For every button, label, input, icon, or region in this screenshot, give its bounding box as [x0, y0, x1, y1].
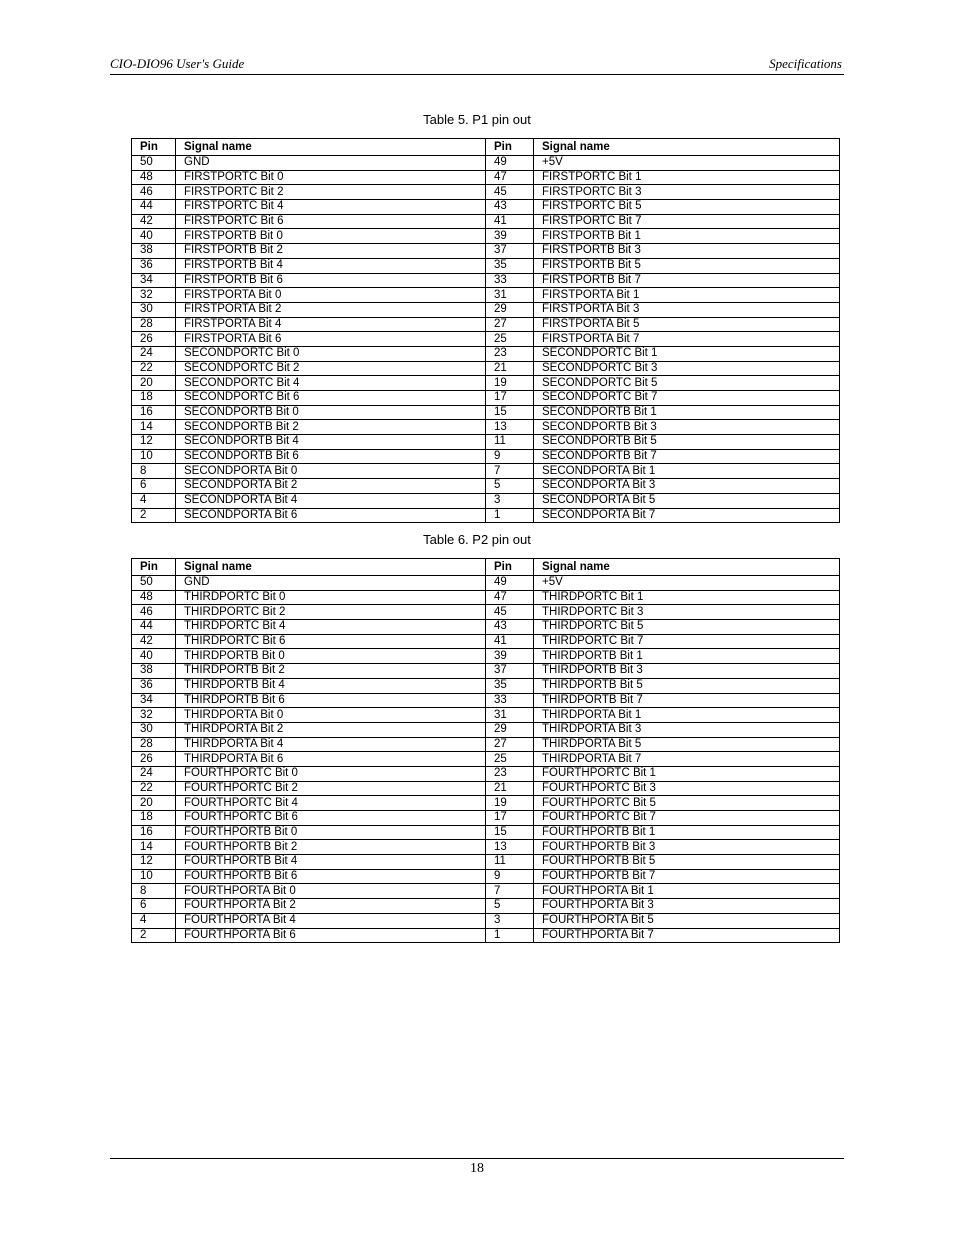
signal-name-cell: THIRDPORTA Bit 2	[176, 722, 486, 737]
pin-number-cell: 17	[486, 811, 534, 826]
pin-number-cell: 28	[132, 317, 176, 332]
table-row	[132, 391, 840, 406]
signal-name-cell: SECONDPORTA Bit 0	[176, 464, 486, 479]
column-header: Signal name	[176, 139, 486, 156]
table-header-row	[132, 139, 840, 156]
pin-number-cell: 1	[486, 928, 534, 943]
table-row	[132, 825, 840, 840]
pin-number-cell: 40	[132, 229, 176, 244]
signal-name-cell: THIRDPORTC Bit 4	[176, 620, 486, 635]
pin-number-cell: 25	[486, 332, 534, 347]
pin-number-cell: 24	[132, 346, 176, 361]
pin-number-cell: 22	[132, 361, 176, 376]
table-row	[132, 752, 840, 767]
table-row	[132, 435, 840, 450]
pin-number-cell: 30	[132, 302, 176, 317]
pin-number-cell: 48	[132, 170, 176, 185]
signal-name-cell: SECONDPORTA Bit 7	[534, 508, 840, 523]
pin-number-cell: 29	[486, 722, 534, 737]
pin-number-cell: 4	[132, 913, 176, 928]
table-header-row	[132, 559, 840, 576]
signal-name-cell: THIRDPORTA Bit 5	[534, 737, 840, 752]
table-row	[132, 288, 840, 303]
pin-number-cell: 9	[486, 449, 534, 464]
pin-number-cell: 13	[486, 840, 534, 855]
pin-number-cell: 10	[132, 449, 176, 464]
table-row	[132, 913, 840, 928]
signal-name-cell: FOURTHPORTA Bit 1	[534, 884, 840, 899]
signal-name-cell: FIRSTPORTB Bit 1	[534, 229, 840, 244]
pin-number-cell: 45	[486, 605, 534, 620]
pin-number-cell: 24	[132, 766, 176, 781]
signal-name-cell: FOURTHPORTA Bit 7	[534, 928, 840, 943]
signal-name-cell: FOURTHPORTB Bit 6	[176, 869, 486, 884]
pin-number-cell: 39	[486, 229, 534, 244]
table-row	[132, 346, 840, 361]
pin-number-cell: 34	[132, 693, 176, 708]
signal-name-cell: FIRSTPORTB Bit 5	[534, 258, 840, 273]
signal-name-cell: SECONDPORTC Bit 1	[534, 346, 840, 361]
signal-name-cell: SECONDPORTA Bit 3	[534, 479, 840, 494]
pin-number-cell: 36	[132, 678, 176, 693]
signal-name-cell: SECONDPORTC Bit 0	[176, 346, 486, 361]
signal-name-cell: FIRSTPORTA Bit 7	[534, 332, 840, 347]
signal-name-cell: THIRDPORTA Bit 0	[176, 708, 486, 723]
pin-number-cell: 50	[132, 156, 176, 171]
pin-number-cell: 6	[132, 899, 176, 914]
pin-number-cell: 3	[486, 913, 534, 928]
pin-number-cell: 5	[486, 899, 534, 914]
table-row	[132, 722, 840, 737]
signal-name-cell: GND	[176, 156, 486, 171]
pin-number-cell: 16	[132, 825, 176, 840]
signal-name-cell: SECONDPORTA Bit 6	[176, 508, 486, 523]
signal-name-cell: FIRSTPORTA Bit 3	[534, 302, 840, 317]
signal-name-cell: FIRSTPORTB Bit 4	[176, 258, 486, 273]
pin-number-cell: 42	[132, 634, 176, 649]
table-row	[132, 620, 840, 635]
pin-number-cell: 23	[486, 346, 534, 361]
signal-name-cell: FOURTHPORTB Bit 1	[534, 825, 840, 840]
column-header: Signal name	[534, 559, 840, 576]
table-row	[132, 493, 840, 508]
pin-number-cell: 43	[486, 620, 534, 635]
signal-name-cell: THIRDPORTB Bit 4	[176, 678, 486, 693]
signal-name-cell: THIRDPORTA Bit 1	[534, 708, 840, 723]
pin-number-cell: 35	[486, 258, 534, 273]
signal-name-cell: FIRSTPORTA Bit 0	[176, 288, 486, 303]
pin-number-cell: 10	[132, 869, 176, 884]
signal-name-cell: SECONDPORTB Bit 5	[534, 435, 840, 450]
table-row	[132, 229, 840, 244]
pin-number-cell: 18	[132, 391, 176, 406]
signal-name-cell: FOURTHPORTC Bit 5	[534, 796, 840, 811]
signal-name-cell: FOURTHPORTC Bit 7	[534, 811, 840, 826]
signal-name-cell: SECONDPORTB Bit 6	[176, 449, 486, 464]
pin-number-cell: 34	[132, 273, 176, 288]
pin-number-cell: 22	[132, 781, 176, 796]
signal-name-cell: FIRSTPORTB Bit 7	[534, 273, 840, 288]
signal-name-cell: SECONDPORTB Bit 7	[534, 449, 840, 464]
signal-name-cell: THIRDPORTB Bit 3	[534, 664, 840, 679]
signal-name-cell: FOURTHPORTA Bit 6	[176, 928, 486, 943]
table6-caption: Table 6. P2 pin out	[423, 532, 531, 547]
signal-name-cell: FOURTHPORTA Bit 4	[176, 913, 486, 928]
column-header: Pin	[132, 139, 176, 156]
section-title: Specifications	[769, 56, 842, 71]
signal-name-cell: FOURTHPORTA Bit 3	[534, 899, 840, 914]
signal-name-cell: FIRSTPORTB Bit 3	[534, 244, 840, 259]
signal-name-cell: FIRSTPORTA Bit 4	[176, 317, 486, 332]
pin-number-cell: 7	[486, 464, 534, 479]
pin-number-cell: 44	[132, 620, 176, 635]
pin-number-cell: 41	[486, 634, 534, 649]
pin-number-cell: 17	[486, 391, 534, 406]
signal-name-cell: FIRSTPORTC Bit 4	[176, 200, 486, 215]
table-row	[132, 678, 840, 693]
signal-name-cell: THIRDPORTB Bit 5	[534, 678, 840, 693]
pin-number-cell: 6	[132, 479, 176, 494]
pin-number-cell: 11	[486, 855, 534, 870]
signal-name-cell: THIRDPORTC Bit 3	[534, 605, 840, 620]
pin-number-cell: 32	[132, 708, 176, 723]
pin-number-cell: 1	[486, 508, 534, 523]
pin-number-cell: 40	[132, 649, 176, 664]
table-row	[132, 576, 840, 591]
pin-number-cell: 14	[132, 420, 176, 435]
pin-number-cell: 15	[486, 825, 534, 840]
pin-number-cell: 14	[132, 840, 176, 855]
pin-number-cell: 28	[132, 737, 176, 752]
signal-name-cell: FIRSTPORTB Bit 6	[176, 273, 486, 288]
pin-number-cell: 48	[132, 590, 176, 605]
pin-number-cell: 20	[132, 796, 176, 811]
table-row	[132, 869, 840, 884]
table-row	[132, 766, 840, 781]
table-row	[132, 634, 840, 649]
pin-number-cell: 31	[486, 708, 534, 723]
pin-number-cell: 25	[486, 752, 534, 767]
table-row	[132, 508, 840, 523]
signal-name-cell: FIRSTPORTC Bit 2	[176, 185, 486, 200]
table-row	[132, 244, 840, 259]
signal-name-cell: FIRSTPORTA Bit 1	[534, 288, 840, 303]
table-row	[132, 185, 840, 200]
pin-number-cell: 15	[486, 405, 534, 420]
table-row	[132, 200, 840, 215]
table-row	[132, 855, 840, 870]
table-row	[132, 214, 840, 229]
signal-name-cell: FIRSTPORTC Bit 5	[534, 200, 840, 215]
pin-number-cell: 37	[486, 244, 534, 259]
signal-name-cell: FIRSTPORTA Bit 5	[534, 317, 840, 332]
pin-number-cell: 33	[486, 273, 534, 288]
signal-name-cell: SECONDPORTC Bit 5	[534, 376, 840, 391]
pin-number-cell: 8	[132, 884, 176, 899]
signal-name-cell: FOURTHPORTC Bit 3	[534, 781, 840, 796]
pin-number-cell: 19	[486, 376, 534, 391]
pin-number-cell: 2	[132, 508, 176, 523]
table-row	[132, 811, 840, 826]
table-row	[132, 273, 840, 288]
table-row	[132, 884, 840, 899]
pin-number-cell: 23	[486, 766, 534, 781]
table-row	[132, 781, 840, 796]
table-row	[132, 796, 840, 811]
table-row	[132, 376, 840, 391]
pin-number-cell: 12	[132, 855, 176, 870]
pin-number-cell: 27	[486, 317, 534, 332]
pin-number-cell: 41	[486, 214, 534, 229]
pin-number-cell: 47	[486, 590, 534, 605]
signal-name-cell: FIRSTPORTB Bit 0	[176, 229, 486, 244]
table-row	[132, 590, 840, 605]
pin-number-cell: 38	[132, 244, 176, 259]
table-row	[132, 840, 840, 855]
signal-name-cell: FIRSTPORTB Bit 2	[176, 244, 486, 259]
pin-number-cell: 36	[132, 258, 176, 273]
signal-name-cell: +5V	[534, 156, 840, 171]
signal-name-cell: SECONDPORTB Bit 3	[534, 420, 840, 435]
p1-pinout-table	[131, 138, 840, 523]
signal-name-cell: THIRDPORTA Bit 4	[176, 737, 486, 752]
pin-number-cell: 20	[132, 376, 176, 391]
signal-name-cell: FOURTHPORTB Bit 2	[176, 840, 486, 855]
pin-number-cell: 8	[132, 464, 176, 479]
signal-name-cell: FOURTHPORTA Bit 5	[534, 913, 840, 928]
signal-name-cell: THIRDPORTC Bit 7	[534, 634, 840, 649]
table-row	[132, 664, 840, 679]
signal-name-cell: SECONDPORTB Bit 4	[176, 435, 486, 450]
signal-name-cell: THIRDPORTB Bit 1	[534, 649, 840, 664]
signal-name-cell: SECONDPORTA Bit 1	[534, 464, 840, 479]
pin-number-cell: 21	[486, 781, 534, 796]
pin-number-cell: 46	[132, 185, 176, 200]
table-row	[132, 361, 840, 376]
pin-number-cell: 30	[132, 722, 176, 737]
signal-name-cell: SECONDPORTB Bit 0	[176, 405, 486, 420]
signal-name-cell: THIRDPORTC Bit 6	[176, 634, 486, 649]
signal-name-cell: THIRDPORTC Bit 5	[534, 620, 840, 635]
table-row	[132, 464, 840, 479]
pin-number-cell: 19	[486, 796, 534, 811]
signal-name-cell: SECONDPORTA Bit 5	[534, 493, 840, 508]
pin-number-cell: 37	[486, 664, 534, 679]
pin-number-cell: 45	[486, 185, 534, 200]
column-header: Pin	[486, 139, 534, 156]
table-row	[132, 302, 840, 317]
table-row	[132, 170, 840, 185]
page-number: 18	[470, 1161, 484, 1176]
pin-number-cell: 9	[486, 869, 534, 884]
table-row	[132, 317, 840, 332]
pin-number-cell: 32	[132, 288, 176, 303]
table-row	[132, 693, 840, 708]
signal-name-cell: THIRDPORTC Bit 1	[534, 590, 840, 605]
document-title: CIO-DIO96 User's Guide	[110, 56, 245, 71]
signal-name-cell: THIRDPORTC Bit 2	[176, 605, 486, 620]
pin-number-cell: 5	[486, 479, 534, 494]
signal-name-cell: SECONDPORTC Bit 3	[534, 361, 840, 376]
pin-number-cell: 46	[132, 605, 176, 620]
table-row	[132, 420, 840, 435]
signal-name-cell: FOURTHPORTB Bit 0	[176, 825, 486, 840]
signal-name-cell: SECONDPORTC Bit 7	[534, 391, 840, 406]
p2-pinout-table	[131, 558, 840, 943]
pin-number-cell: 44	[132, 200, 176, 215]
table-row	[132, 649, 840, 664]
table-row	[132, 405, 840, 420]
signal-name-cell: THIRDPORTA Bit 7	[534, 752, 840, 767]
signal-name-cell: FOURTHPORTC Bit 1	[534, 766, 840, 781]
pin-number-cell: 16	[132, 405, 176, 420]
signal-name-cell: FIRSTPORTC Bit 3	[534, 185, 840, 200]
signal-name-cell: SECONDPORTC Bit 2	[176, 361, 486, 376]
pin-number-cell: 33	[486, 693, 534, 708]
pin-number-cell: 35	[486, 678, 534, 693]
pin-number-cell: 49	[486, 576, 534, 591]
signal-name-cell: FOURTHPORTC Bit 6	[176, 811, 486, 826]
column-header: Signal name	[534, 139, 840, 156]
signal-name-cell: FOURTHPORTC Bit 4	[176, 796, 486, 811]
table5-caption: Table 5. P1 pin out	[423, 112, 531, 127]
column-header: Signal name	[176, 559, 486, 576]
signal-name-cell: GND	[176, 576, 486, 591]
signal-name-cell: FIRSTPORTC Bit 6	[176, 214, 486, 229]
signal-name-cell: SECONDPORTC Bit 6	[176, 391, 486, 406]
pin-number-cell: 38	[132, 664, 176, 679]
signal-name-cell: FIRSTPORTA Bit 6	[176, 332, 486, 347]
signal-name-cell: FOURTHPORTC Bit 2	[176, 781, 486, 796]
pin-number-cell: 31	[486, 288, 534, 303]
signal-name-cell: THIRDPORTC Bit 0	[176, 590, 486, 605]
table-row	[132, 899, 840, 914]
signal-name-cell: SECONDPORTB Bit 1	[534, 405, 840, 420]
table-row	[132, 479, 840, 494]
signal-name-cell: SECONDPORTA Bit 2	[176, 479, 486, 494]
pin-number-cell: 26	[132, 332, 176, 347]
table-row	[132, 156, 840, 171]
pin-number-cell: 50	[132, 576, 176, 591]
page-footer	[110, 1158, 844, 1177]
signal-name-cell: SECONDPORTA Bit 4	[176, 493, 486, 508]
signal-name-cell: THIRDPORTB Bit 6	[176, 693, 486, 708]
column-header: Pin	[486, 559, 534, 576]
pin-number-cell: 47	[486, 170, 534, 185]
signal-name-cell: FIRSTPORTC Bit 7	[534, 214, 840, 229]
signal-name-cell: +5V	[534, 576, 840, 591]
signal-name-cell: SECONDPORTB Bit 2	[176, 420, 486, 435]
pin-number-cell: 4	[132, 493, 176, 508]
signal-name-cell: FOURTHPORTC Bit 0	[176, 766, 486, 781]
pin-number-cell: 18	[132, 811, 176, 826]
signal-name-cell: FIRSTPORTC Bit 0	[176, 170, 486, 185]
signal-name-cell: FOURTHPORTA Bit 0	[176, 884, 486, 899]
pin-number-cell: 42	[132, 214, 176, 229]
pin-number-cell: 2	[132, 928, 176, 943]
pin-number-cell: 7	[486, 884, 534, 899]
signal-name-cell: THIRDPORTA Bit 3	[534, 722, 840, 737]
pin-number-cell: 43	[486, 200, 534, 215]
pin-number-cell: 12	[132, 435, 176, 450]
signal-name-cell: FOURTHPORTB Bit 4	[176, 855, 486, 870]
signal-name-cell: THIRDPORTB Bit 0	[176, 649, 486, 664]
table-row	[132, 258, 840, 273]
column-header: Pin	[132, 559, 176, 576]
signal-name-cell: FOURTHPORTA Bit 2	[176, 899, 486, 914]
signal-name-cell: THIRDPORTA Bit 6	[176, 752, 486, 767]
signal-name-cell: FIRSTPORTC Bit 1	[534, 170, 840, 185]
pin-number-cell: 21	[486, 361, 534, 376]
table-row	[132, 737, 840, 752]
pin-number-cell: 3	[486, 493, 534, 508]
signal-name-cell: THIRDPORTB Bit 2	[176, 664, 486, 679]
pin-number-cell: 49	[486, 156, 534, 171]
pin-number-cell: 11	[486, 435, 534, 450]
page-header	[110, 55, 844, 75]
pin-number-cell: 26	[132, 752, 176, 767]
table-row	[132, 708, 840, 723]
signal-name-cell: FIRSTPORTA Bit 2	[176, 302, 486, 317]
signal-name-cell: THIRDPORTB Bit 7	[534, 693, 840, 708]
pin-number-cell: 13	[486, 420, 534, 435]
pin-number-cell: 27	[486, 737, 534, 752]
signal-name-cell: FOURTHPORTB Bit 5	[534, 855, 840, 870]
signal-name-cell: FOURTHPORTB Bit 3	[534, 840, 840, 855]
table-row	[132, 605, 840, 620]
signal-name-cell: SECONDPORTC Bit 4	[176, 376, 486, 391]
pin-number-cell: 29	[486, 302, 534, 317]
table-row	[132, 928, 840, 943]
table-row	[132, 449, 840, 464]
signal-name-cell: FOURTHPORTB Bit 7	[534, 869, 840, 884]
table-row	[132, 332, 840, 347]
pin-number-cell: 39	[486, 649, 534, 664]
